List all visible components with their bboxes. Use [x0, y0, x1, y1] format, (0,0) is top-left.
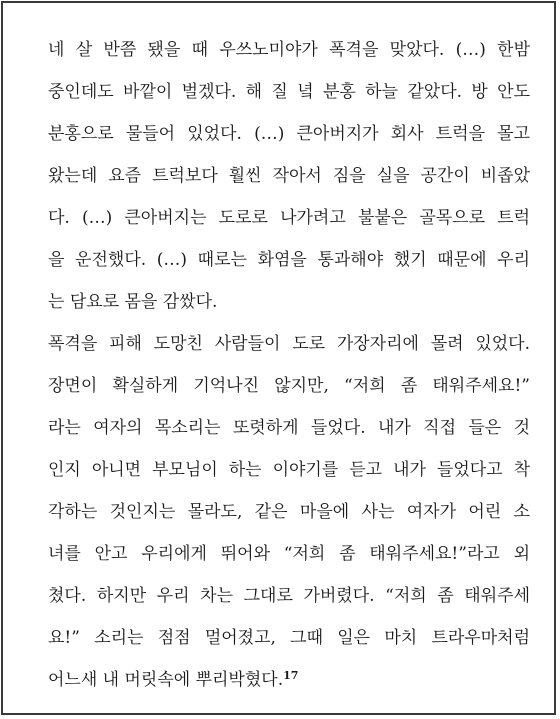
text-line: 녀를 안고 우리에게 뛰어와 “저희 좀 태워주세요!”라고 외 — [48, 544, 530, 564]
text-line: 왔는데 요즘 트럭보다 훨씬 작아서 짐을 실을 공간이 비좁았 — [48, 166, 530, 186]
text-line: 을 운전했다. (…) 때로는 화염을 통과해야 했기 때문에 우리 — [48, 250, 530, 270]
text-line: 는 담요로 몸을 감쌌다. — [48, 292, 218, 312]
footnote-marker: 17 — [283, 669, 299, 682]
text-line-final — [48, 659, 530, 701]
final-line-text: 어느새 내 머릿속에 뿌리박혔다. — [48, 670, 284, 690]
page-frame — [1, 1, 556, 715]
text-line: 인지 아니면 부모님이 하는 이야기를 듣고 내가 들었다고 착 — [48, 460, 530, 480]
text-line: 분홍으로 물들어 있었다. (…) 큰아버지가 회사 트럭을 몰고 — [48, 124, 530, 144]
text-line: 다. (…) 큰아버지는 도로로 나가려고 불붙은 골목으로 트럭 — [48, 208, 530, 228]
text-line: 라는 여자의 목소리는 또렷하게 들었다. 내가 직접 들은 것 — [48, 418, 530, 438]
text-line: 장면이 확실하게 기억나진 않지만, “저희 좀 태워주세요!” — [48, 376, 530, 396]
text-line: 요!” 소리는 점점 멀어졌고, 그때 일은 마치 트라우마처럼 — [48, 628, 530, 648]
text-line: 중인데도 바깥이 벌겠다. 해 질 녘 분홍 하늘 같았다. 방 안도 — [48, 82, 530, 102]
text-line: 네 살 반쯤 됐을 때 우쓰노미야가 폭격을 맞았다. (…) 한밤 — [48, 40, 530, 60]
text-line: 쳤다. 하지만 우리 차는 그대로 가버렸다. “저희 좀 태워주세 — [48, 586, 530, 606]
text-line: 폭격을 피해 도망친 사람들이 도로 가장자리에 몰려 있었다. — [48, 334, 530, 354]
body-text — [48, 29, 530, 701]
text-line: 각하는 것인지는 몰라도, 같은 마을에 사는 여자가 어린 소 — [48, 502, 530, 522]
